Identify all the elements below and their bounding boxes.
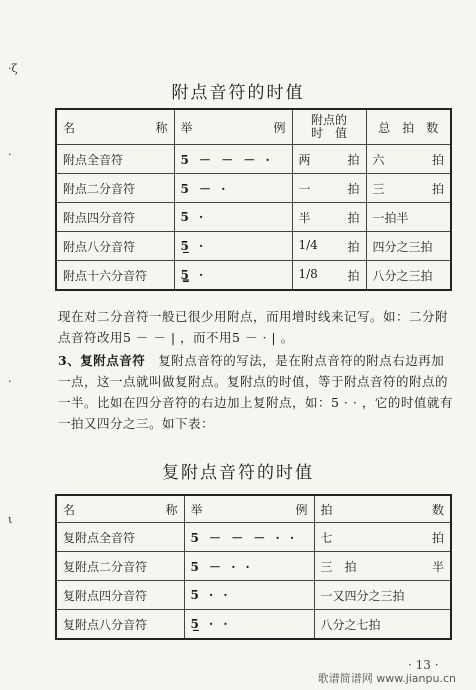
page-number: · 13 · bbox=[408, 658, 439, 672]
margin-mark: · bbox=[8, 375, 12, 388]
dotted-notes-table bbox=[55, 108, 452, 291]
note-name: 附点四分音符 bbox=[56, 203, 174, 232]
dot-duration: 两 拍 bbox=[292, 145, 366, 174]
paragraph-double-dotted bbox=[58, 350, 453, 434]
table-row bbox=[56, 232, 451, 261]
note-name: 复附点二分音符 bbox=[56, 552, 184, 581]
dot-duration: 1/4 拍 bbox=[292, 232, 366, 261]
table-row bbox=[56, 610, 451, 640]
beats: 八分之七拍 bbox=[314, 610, 451, 640]
double-dotted-notes-table bbox=[55, 494, 452, 640]
margin-mark: ι bbox=[8, 513, 13, 526]
dot-duration: 1/8 拍 bbox=[292, 261, 366, 291]
table-row bbox=[56, 145, 451, 174]
beats: 七 拍 bbox=[314, 523, 451, 552]
note-example: 5 － － － · bbox=[174, 145, 292, 174]
paragraph-tie-note: 现在对二分音符一般已很少用附点，而用增时线来记写。如：二分附点音符改用5 － － | ，而不用5 － · | 。 bbox=[58, 309, 449, 345]
note-name: 附点十六分音符 bbox=[56, 261, 174, 291]
margin-mark: ·ζ bbox=[8, 62, 18, 75]
note-example: 5 － － － · · bbox=[184, 523, 314, 552]
watermark: 歌谱简谱网 www.jianpu.cn bbox=[317, 672, 456, 685]
header-name: 名 称 bbox=[56, 495, 184, 523]
section-heading: 3、复附点音符 bbox=[58, 353, 146, 368]
beats: 三 拍 半 bbox=[314, 552, 451, 581]
table-row bbox=[56, 581, 451, 610]
beats: 一又四分之三拍 bbox=[314, 581, 451, 610]
table-row bbox=[56, 174, 451, 203]
note-example: 5̲ · · bbox=[184, 610, 314, 640]
table-row bbox=[56, 261, 451, 291]
header-example: 举 例 bbox=[184, 495, 314, 523]
note-name: 附点全音符 bbox=[56, 145, 174, 174]
table-header-row bbox=[56, 495, 451, 523]
note-example: 5 · · bbox=[184, 581, 314, 610]
note-example: 5̳ · bbox=[174, 261, 292, 291]
header-beats: 拍 数 bbox=[314, 495, 451, 523]
table1-title: 附点音符的时值 bbox=[171, 83, 305, 103]
total-beats: 四分之三拍 bbox=[366, 232, 451, 261]
note-example: 5̲ · bbox=[174, 232, 292, 261]
section-body: 复附点音符的写法，是在附点音符的附点右边再加一点，这一点就叫做复附点。复附点的时值，等于附点音符的附点的一半。比如在四分音符的右边加上复附点，如：5 · · ，它的时值就有一拍又四分之三。如下表： bbox=[58, 353, 453, 431]
table-row bbox=[56, 523, 451, 552]
note-example: 5 － · · bbox=[184, 552, 314, 581]
header-dot-duration: 附点的 时 值 bbox=[292, 109, 366, 145]
dot-duration: 一 拍 bbox=[292, 174, 366, 203]
note-example: 5 － · bbox=[174, 174, 292, 203]
note-name: 附点八分音符 bbox=[56, 232, 174, 261]
table2-title: 复附点音符的时值 bbox=[162, 463, 314, 483]
note-name: 复附点四分音符 bbox=[56, 581, 184, 610]
header-name: 名 称 bbox=[56, 109, 174, 145]
total-beats: 一拍半 bbox=[366, 203, 451, 232]
note-name: 附点二分音符 bbox=[56, 174, 174, 203]
table-row bbox=[56, 203, 451, 232]
table-row bbox=[56, 552, 451, 581]
total-beats: 三 拍 bbox=[366, 174, 451, 203]
note-example: 5 · bbox=[174, 203, 292, 232]
total-beats: 六 拍 bbox=[366, 145, 451, 174]
dot-duration: 半 拍 bbox=[292, 203, 366, 232]
header-total-beats: 总 拍 数 bbox=[366, 109, 451, 145]
note-name: 复附点全音符 bbox=[56, 523, 184, 552]
table-header-row bbox=[56, 109, 451, 145]
margin-mark: · bbox=[8, 148, 12, 161]
header-example: 举 例 bbox=[174, 109, 292, 145]
total-beats: 八分之三拍 bbox=[366, 261, 451, 291]
note-name: 复附点八分音符 bbox=[56, 610, 184, 640]
